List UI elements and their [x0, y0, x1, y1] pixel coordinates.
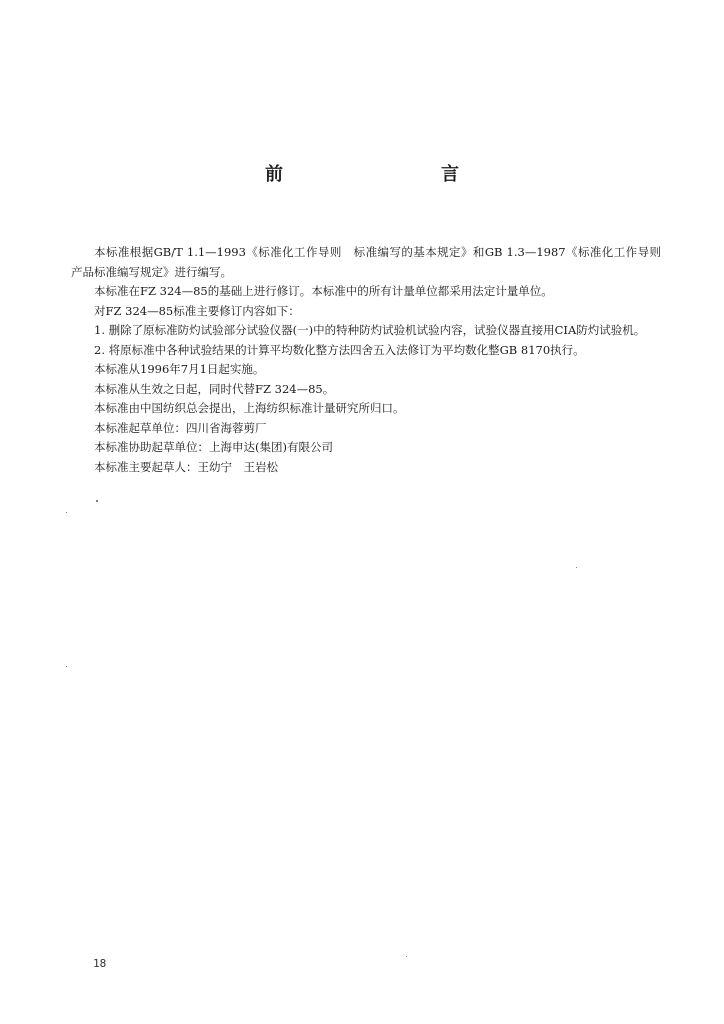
paragraph-revision-item-1: 1. 删除了原标准防灼试验部分试验仪器(一)中的特种防灼试验机试验内容，试验仪器直接用CIA防灼试验机。	[94, 323, 646, 337]
paragraph-proposer: 本标准由中国纺织总会提出，上海纺织标准计量研究所归口。	[94, 401, 405, 415]
scan-speck	[406, 956, 407, 957]
paragraph-standard-basis: 本标准根据GB/T 1.1—1993《标准化工作导则 标准编写的基本规定》和GB 1.3—1987《标准化工作导则 产品标准编写规定》进行编写。	[71, 245, 673, 279]
page-number: 18	[93, 957, 107, 970]
paragraph-drafters: 本标准主要起草人：王幼宁 王岩松	[94, 459, 278, 474]
scan-speck	[96, 500, 98, 502]
paragraph-drafting-unit: 本标准起草单位：四川省海蓉剪厂	[94, 420, 267, 435]
scan-speck	[66, 512, 67, 513]
paragraph-revision-basis: 本标准在FZ 324—85的基础上进行修订。本标准中的所有计量单位都采用法定计量单位。	[94, 284, 553, 298]
paragraph-replacement: 本标准从生效之日起，同时代替FZ 324—85。	[94, 381, 335, 396]
paragraph-effective-date: 本标准从1996年7月1日起实施。	[94, 362, 265, 376]
paragraph-assisting-unit: 本标准协助起草单位：上海申达(集团)有限公司	[94, 440, 333, 454]
paragraph-revision-intro: 对FZ 324—85标准主要修订内容如下：	[94, 303, 300, 318]
scan-speck	[66, 666, 67, 667]
paragraph-revision-item-2: 2. 将原标准中各种试验结果的计算平均数化整方法四舍五入法修订为平均数化整GB 8170执行。	[94, 342, 585, 357]
document-body	[71, 243, 673, 477]
scan-speck	[576, 567, 577, 568]
page-title: 前 言	[265, 164, 529, 185]
